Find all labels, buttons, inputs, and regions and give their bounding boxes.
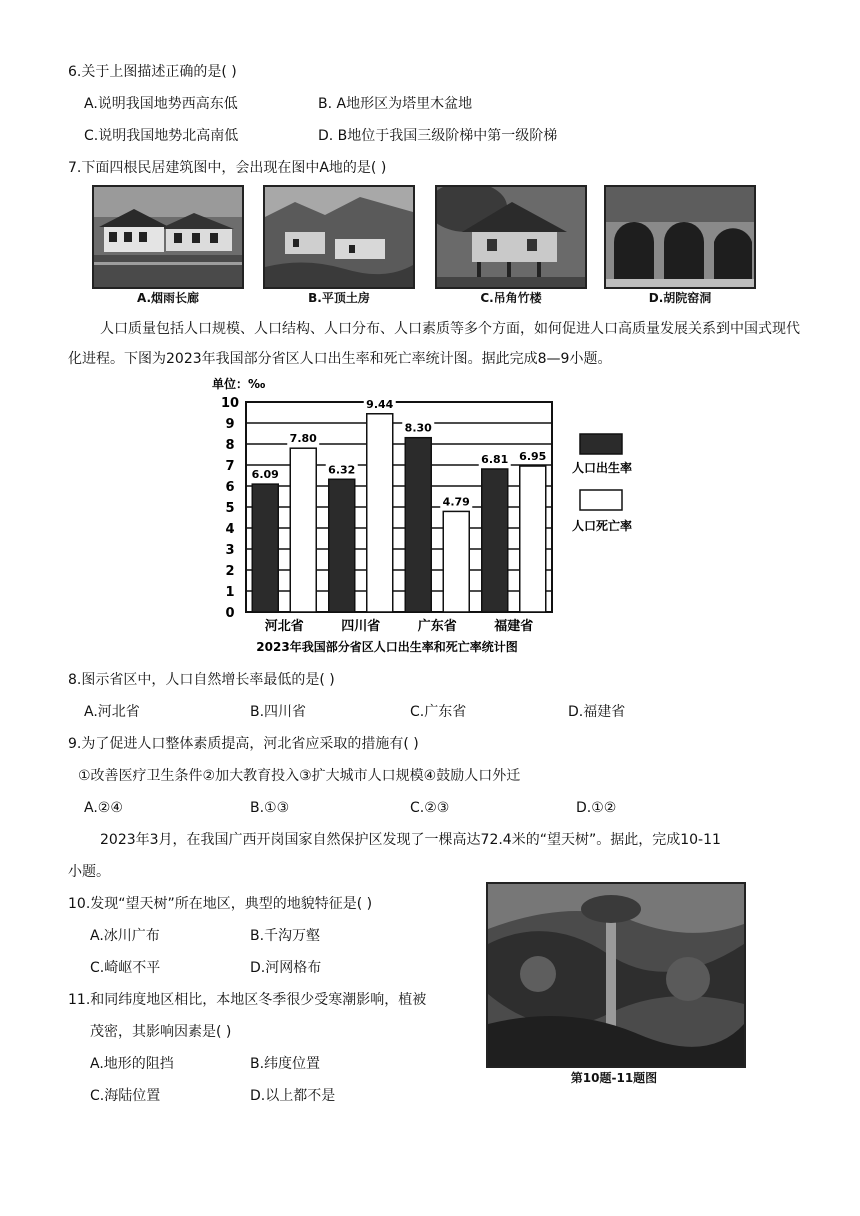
q11-stem-line-1: 11.和同纬度地区相比，本地区冬季很少受寒潮影响，植被: [68, 992, 427, 1008]
y-tick-label: 7: [225, 459, 235, 474]
q10-option-c: C.崎岖不平: [90, 960, 161, 976]
legend-label-death: 人口死亡率: [572, 519, 633, 533]
bar-birth-rate: [405, 438, 431, 612]
y-tick-label: 1: [225, 585, 235, 600]
x-tick-label: 福建省: [494, 619, 534, 634]
bar-value-label: 6.95: [519, 450, 547, 464]
q9-choices: ①改善医疗卫生条件②加大教育投入③扩大城市人口规模④鼓励人口外迁: [78, 768, 521, 784]
q8-option-d: D.福建省: [568, 704, 626, 720]
y-tick-label: 4: [225, 522, 235, 537]
q9-option-a: A.②④: [84, 800, 123, 816]
q9-option-b: B.①③: [250, 800, 290, 816]
bar-value-label: 6.81: [481, 452, 509, 466]
q7-stem: 7.下面四根民居建筑图中，会出现在图中A地的是( ): [68, 160, 387, 176]
q8-stem: 8.图示省区中，人口自然增长率最低的是( ): [68, 672, 335, 688]
x-tick-label: 河北省: [264, 619, 304, 634]
legend-swatch-death: [580, 490, 622, 510]
house-photo-d: [604, 185, 756, 289]
tree-photo-caption: 第10题-11题图: [570, 1071, 658, 1085]
y-tick-label: 6: [225, 480, 235, 495]
bar-value-label: 6.09: [251, 468, 279, 482]
house-photo-a: [92, 185, 244, 289]
chart-title: 2023年我国部分省区人口出生率和死亡率统计图: [256, 640, 518, 654]
tree-photo: [486, 882, 746, 1068]
house-caption-c: C.吊角竹楼: [480, 291, 542, 305]
bar-birth-rate: [329, 479, 355, 612]
chart-unit-label: 单位：‰: [212, 377, 266, 391]
q9-stem: 9.为了促进人口整体素质提高，河北省应采取的措施有( ): [68, 736, 419, 752]
y-tick-label: 2: [225, 564, 235, 579]
q6-stem: 6.关于上图描述正确的是( ): [68, 64, 237, 80]
legend-swatch-birth: [580, 434, 622, 454]
q8-option-a: A.河北省: [84, 704, 140, 720]
q11-option-d: D.以上都不是: [250, 1088, 336, 1104]
house-caption-d: D.胡院窑洞: [648, 291, 712, 305]
q10-option-a: A.冰川广布: [90, 928, 160, 944]
tree-intro-line-1: 2023年3月，在我国广西开岗国家自然保护区发现了一棵高达72.4米的“望天树”。据此，完成10-11: [100, 832, 721, 848]
bar-death-rate: [520, 466, 546, 612]
population-intro: 人口质量包括人口规模、人口结构、人口分布、人口素质等多个方面，如何促进人口高质量发展关系到中国式现代化进程。下图为2023年我国部分省区人口出生率和死亡率统计图。据此完成8—9小题。: [68, 321, 800, 367]
q10-option-d: D.河网格布: [250, 960, 322, 976]
q11-option-a: A.地形的阻挡: [90, 1056, 174, 1072]
q6-option-c: C.说明我国地势北高南低: [84, 128, 239, 144]
q11-option-c: C.海陆位置: [90, 1088, 161, 1104]
x-tick-label: 四川省: [341, 619, 381, 634]
q8-option-b: B.四川省: [250, 704, 307, 720]
y-tick-label: 8: [225, 438, 235, 453]
bar-birth-rate: [482, 469, 508, 612]
bar-value-label: 8.30: [404, 421, 432, 435]
birth-death-rate-chart: [212, 376, 652, 658]
q9-option-c: C.②③: [410, 800, 450, 816]
q6-option-b: B. A地形区为塔里木盆地: [318, 96, 473, 112]
house-photo-b: [263, 185, 415, 289]
q6-option-d: D. B地位于我国三级阶梯中第一级阶梯: [318, 128, 558, 144]
q11-stem-line-2: 茂密，其影响因素是( ): [90, 1024, 232, 1040]
bar-death-rate: [367, 414, 393, 612]
bar-value-label: 7.80: [289, 432, 317, 446]
y-tick-label: 3: [225, 543, 235, 558]
legend-label-birth: 人口出生率: [572, 461, 633, 475]
tree-intro-line-2: 小题。: [68, 864, 110, 880]
bar-death-rate: [443, 511, 469, 612]
bar-value-label: 6.32: [328, 463, 356, 477]
q11-option-b: B.纬度位置: [250, 1056, 321, 1072]
y-tick-label: 5: [225, 501, 235, 516]
q9-option-d: D.①②: [576, 800, 617, 816]
q10-stem: 10.发现“望天树”所在地区，典型的地貌特征是( ): [68, 896, 373, 912]
q10-option-b: B.千沟万壑: [250, 928, 321, 944]
house-caption-b: B.平顶土房: [308, 291, 370, 305]
house-photo-c: [435, 185, 587, 289]
bar-death-rate: [290, 448, 316, 612]
y-tick-label: 9: [225, 417, 235, 432]
bar-value-label: 9.44: [366, 397, 394, 411]
y-tick-label: 10: [220, 396, 240, 411]
bar-value-label: 4.79: [442, 495, 470, 509]
house-caption-a: A.烟雨长廊: [136, 291, 200, 305]
y-tick-label: 0: [225, 606, 235, 621]
q6-option-a: A.说明我国地势西高东低: [84, 96, 238, 112]
bar-birth-rate: [252, 484, 278, 612]
x-tick-label: 广东省: [417, 619, 457, 634]
q8-option-c: C.广东省: [410, 704, 467, 720]
